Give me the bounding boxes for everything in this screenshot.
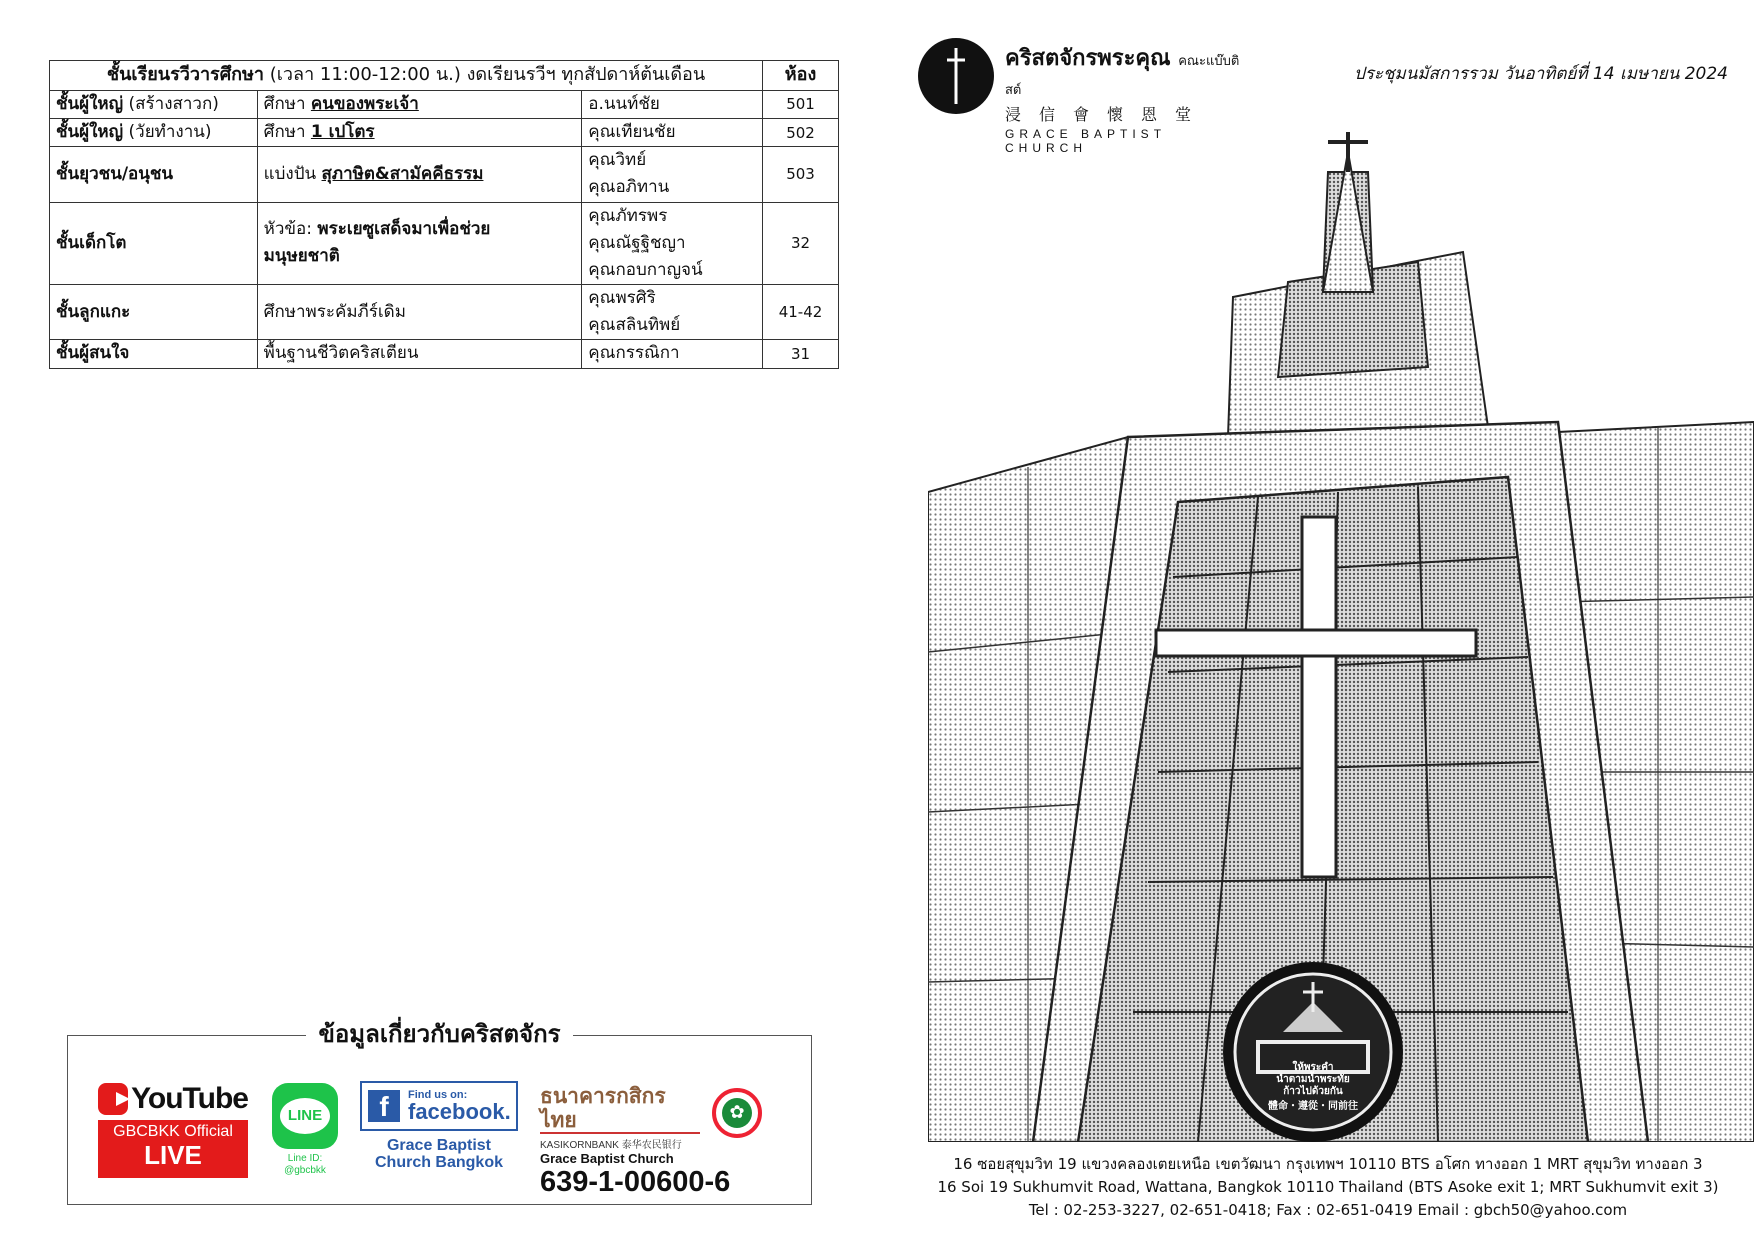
account-number: 639-1-00600-6: [540, 1166, 731, 1198]
denomination: คณะแบ๊บติสต์: [1005, 54, 1240, 98]
address-en: 16 Soi 19 Sukhumvit Road, Wattana, Bangkok 10110 Thailand (BTS Asoke exit 1; MRT Sukhumvit exit 3): [937, 1178, 1719, 1196]
church-info-box: [67, 1020, 812, 1205]
room-cell: 503: [763, 147, 839, 202]
church-name-zh: 浸信會懷恩堂: [1005, 105, 1210, 124]
class-schedule-table: [49, 60, 839, 369]
table-row: [50, 285, 839, 340]
topic-cell: ศึกษา 1 เปโตร: [257, 118, 582, 146]
bank-name-th: ธนาคารกสิกรไทย: [540, 1084, 700, 1134]
info-title: ข้อมูลเกี่ยวกับคริสตจักร: [68, 1014, 811, 1053]
table-header-row: [50, 61, 839, 91]
topic-cell: ศึกษาพระคัมภีร์เดิม: [257, 285, 582, 340]
topic-cell: แบ่งปัน สุภาษิต&สามัคคีธรรม: [257, 147, 582, 202]
class-name-cell: ชั้นเด็กโต: [50, 202, 258, 285]
bank-account: [540, 1084, 780, 1198]
teacher-cell: คุณกรรณิกา: [582, 340, 763, 368]
topic-cell: พื้นฐานชีวิตคริสเตียน: [257, 340, 582, 368]
room-cell: 501: [763, 90, 839, 118]
teacher-cell: คุณเทียนชัย: [582, 118, 763, 146]
bank-name-en: KASIKORNBANK 泰华农民银行: [540, 1140, 682, 1151]
service-date: ประชุมนมัสการรวม วันอาทิตย์ที่ 14 เมษายน 2024: [1353, 64, 1728, 84]
room-cell: 31: [763, 340, 839, 368]
table-row: [50, 118, 839, 146]
line-app-icon: LINE: [272, 1083, 338, 1149]
facebook-page-name: Grace Baptist Church Bangkok: [374, 1137, 503, 1171]
table-row: [50, 147, 839, 202]
table-row: [50, 202, 839, 285]
class-name-cell: ชั้นลูกแกะ: [50, 285, 258, 340]
class-name-cell: ชั้นผู้สนใจ: [50, 340, 258, 368]
address-th: 16 ซอยสุขุมวิท 19 แขวงคลองเตยเหนือ เขตวัฒนา กรุงเทพฯ 10110 BTS อโศก ทางออก 1 MRT สุขุมวิท ทางออก 3: [953, 1155, 1703, 1173]
class-name-cell: ชั้นผู้ใหญ่ (วัยทำงาน): [50, 118, 258, 146]
topic-cell: หัวข้อ: พระเยซูเสด็จมาเพื่อช่วย มนุษยชาติ: [257, 202, 582, 285]
teacher-cell: อ.นนท์ชัย: [582, 90, 763, 118]
table-title: ชั้นเรียนรวีวารศึกษา (เวลา 11:00-12:00 น.) งดเรียนรวีฯ ทุกสัปดาห์ต้นเดือน: [50, 61, 763, 91]
teacher-cell: คุณภัทรพร คุณณัฐฐิชญา คุณกอบกาญจน์: [582, 202, 763, 285]
church-building-illustration: [928, 132, 1754, 1142]
facebook-badge[interactable]: f Find us on: facebook. Grace Baptist Church Bangkok: [360, 1081, 518, 1171]
teacher-cell: คุณพรศิริ คุณสลินทิพย์: [582, 285, 763, 340]
youtube-badge[interactable]: [98, 1081, 248, 1178]
line-badge[interactable]: LINE Line ID: @gbcbkk: [272, 1083, 338, 1177]
facebook-icon: f: [368, 1090, 400, 1122]
room-cell: 41-42: [763, 285, 839, 340]
room-cell: 32: [763, 202, 839, 285]
youtube-logo-text: YouTube: [131, 1082, 248, 1115]
church-cross-logo-icon: [918, 38, 994, 114]
emblem-text: ให้พระคำ นำตามน้ำพระทัย ก้าวไปด้วยกัน 體命・遵從・同前往: [1268, 1062, 1358, 1112]
account-name: Grace Baptist Church: [540, 1151, 674, 1166]
church-name-th: คริสตจักรพระคุณ: [1005, 46, 1171, 71]
class-name-cell: ชั้นยุวชน/อนุชน: [50, 147, 258, 202]
church-name-en: GRACE BAPTIST CHURCH: [1005, 127, 1166, 155]
kbank-logo-icon: ✿: [712, 1088, 762, 1138]
class-name-cell: ชั้นผู้ใหญ่ (สร้างสาวก): [50, 90, 258, 118]
youtube-live: LIVE: [144, 1140, 202, 1170]
youtube-play-icon: [98, 1083, 128, 1115]
topic-cell: ศึกษา คนของพระเจ้า: [257, 90, 582, 118]
table-row: [50, 90, 839, 118]
youtube-channel: GBCBKK Official: [113, 1123, 233, 1140]
teacher-cell: คุณวิทย์ คุณอภิทาน: [582, 147, 763, 202]
table-row: [50, 340, 839, 368]
contact-line: Tel : 02-253-3227, 02-651-0418; Fax : 02-651-0419 Email : gbch50@yahoo.com: [1028, 1201, 1628, 1219]
line-id: @gbcbkk: [284, 1165, 326, 1176]
table-body: [50, 90, 839, 368]
room-column-header: ห้อง: [763, 61, 839, 91]
room-cell: 502: [763, 118, 839, 146]
church-address: [928, 1153, 1728, 1222]
